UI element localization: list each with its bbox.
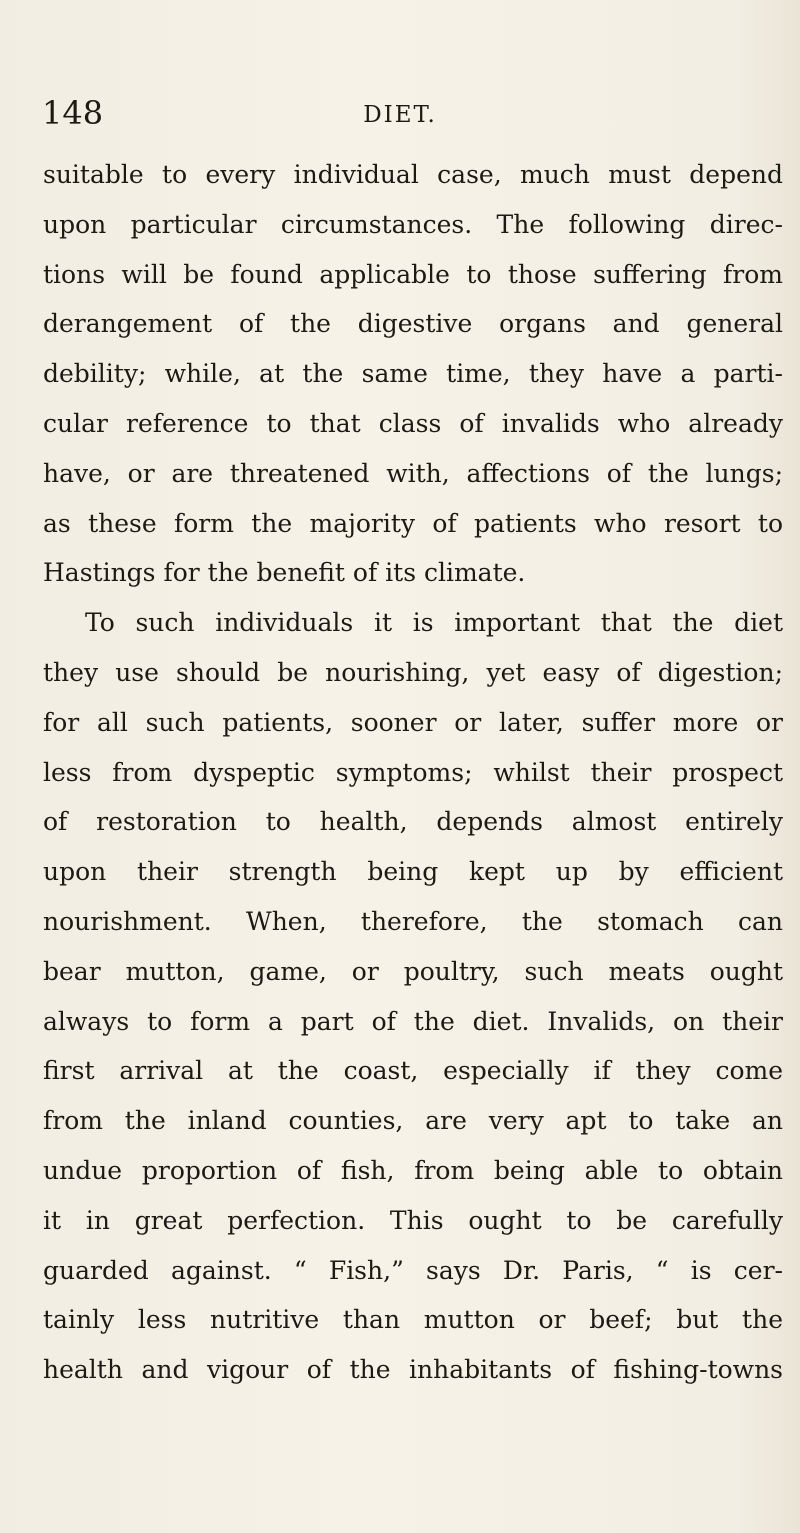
text-line: have, or are threatened with, affections of the lungs;	[43, 458, 783, 488]
text-line: less from dyspeptic symptoms; whilst their prospect	[43, 757, 783, 787]
text-line: of restoration to health, depends almost entirely	[43, 807, 783, 837]
text-line: debility; while, at the same time, they have a parti-	[43, 359, 783, 389]
text-line: upon particular circumstances. The following direc-	[43, 209, 783, 239]
text-line: always to form a part of the diet. Invalids, on their	[43, 1006, 783, 1036]
page-number: 148	[42, 94, 104, 132]
text-line: health and vigour of the inhabitants of fishing-towns	[43, 1355, 783, 1385]
text-line: derangement of the digestive organs and general	[43, 309, 783, 339]
body-text	[43, 150, 783, 1395]
running-title: DIET.	[363, 102, 437, 128]
text-line: bear mutton, game, or poultry, such meats ought	[43, 956, 783, 986]
text-line: guarded against. “ Fish,” says Dr. Paris, “ is cer-	[43, 1255, 783, 1285]
text-line: from the inland counties, are very apt to take an	[43, 1106, 783, 1136]
text-line: tainly less nutritive than mutton or beef; but the	[43, 1305, 783, 1335]
text-line: upon their strength being kept up by efficient	[43, 857, 783, 887]
text-line: cular reference to that class of invalids who already	[43, 408, 783, 438]
text-line: suitable to every individual case, much must depend	[43, 160, 783, 189]
text-line: first arrival at the coast, especially if they come	[43, 1056, 783, 1086]
text-line: undue proportion of fish, from being able to obtain	[43, 1155, 783, 1185]
paragraph-end-line: Hastings for the benefit of its climate.	[43, 558, 526, 588]
text-line: tions will be found applicable to those suffering from	[43, 259, 783, 289]
text-line: as these form the majority of patients who resort to	[43, 508, 783, 538]
text-line: it in great perfection. This ought to be carefully	[43, 1205, 783, 1235]
text-line: for all such patients, sooner or later, suffer more or	[43, 707, 783, 737]
text-line: nourishment. When, therefore, the stomach can	[43, 906, 783, 936]
text-line: they use should be nourishing, yet easy of digestion;	[43, 657, 783, 687]
paragraph-start-line: To such individuals it is important that the diet	[85, 608, 783, 638]
